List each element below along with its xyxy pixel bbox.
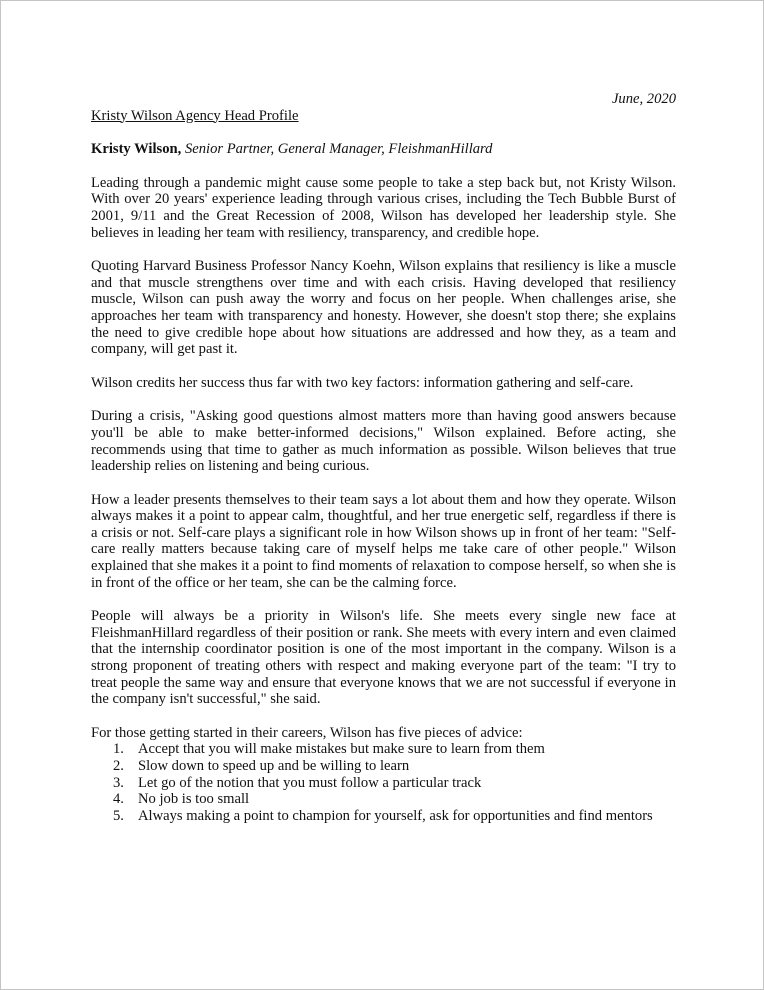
list-item-number: 5. <box>113 807 124 824</box>
paragraph: Wilson credits her success thus far with two key factors: information gathering and self-care. <box>91 374 634 391</box>
list-item-number: 4. <box>113 791 124 808</box>
list-item-text: No job is too small <box>138 791 250 808</box>
paragraph: During a crisis, "Asking good questions almost matters more than having good answers because you'll be able to make better-informed decisions," Wilson explained. Before acting, she recommends using that time to gather as much information as possible. Wilson believes that true leadership relies on listening and being curious. <box>91 408 676 475</box>
list-item-number: 3. <box>113 774 124 791</box>
document-date: June, 2020 <box>611 91 676 107</box>
paragraph: How a leader presents themselves to their team says a lot about them and how they operate. Wilson always makes it a point to appear calm, thoughtful, and her true energetic self, regardless if there is a crisis or not. Self-care plays a significant role in how Wilson shows up in front of her team: "Self-care really matters because taking care of myself helps me take care of other people." Wilson explained that she makes it a point to find moments of relaxation to compose herself, so when she is in front of the office or her team, she can be the calming force. <box>91 491 676 591</box>
list-item <box>91 791 676 808</box>
paragraph: Leading through a pandemic might cause some people to take a step back but, not Kristy Wilson. With over 20 years' experience leading through various crises, including the Tech Bubble Burst of 2001, 9/11 and the Great Recession of 2008, Wilson has developed her leadership style. She believes in leading her team with resiliency, transparency, and credible hope. <box>91 174 676 241</box>
list-item <box>91 808 676 825</box>
list-item <box>91 758 676 775</box>
list-item <box>91 741 676 758</box>
list-item-text: Always making a point to champion for yourself, ask for opportunities and find mentors <box>138 807 653 824</box>
list-item <box>91 775 676 792</box>
byline <box>91 141 676 158</box>
advice-intro: For those getting started in their careers, Wilson has five pieces of advice: <box>91 724 523 741</box>
paragraph: People will always be a priority in Wilson's life. She meets every single new face at FleishmanHillard regardless of their position or rank. She meets with every intern and even claimed that the internship coordinator position is one of the most important in the company. Wilson is a strong proponent of treating others with respect and making everyone part of the team: "I try to treat people the same way and ensure that everyone knows that we are not successful if everyone in the company isn't successful," she said. <box>91 608 676 708</box>
list-item-number: 1. <box>113 741 124 758</box>
byline-role: Senior Partner, General Manager, FleishmanHillard <box>184 141 493 158</box>
byline-name: Kristy Wilson, <box>91 141 182 158</box>
document-body <box>91 89 676 824</box>
list-item-text: Let go of the notion that you must follow a particular track <box>138 774 482 791</box>
list-item-number: 2. <box>113 758 124 774</box>
list-item-text: Slow down to speed up and be willing to learn <box>138 758 410 774</box>
document-title: Kristy Wilson Agency Head Profile <box>91 107 299 124</box>
list-item-text: Accept that you will make mistakes but make sure to learn from them <box>138 741 545 758</box>
advice-list <box>91 741 676 824</box>
paragraph: Quoting Harvard Business Professor Nancy Koehn, Wilson explains that resiliency is like a muscle and that muscle strengthens over time and with each crisis. Having developed that resiliency muscle, Wilson can push away the worry and focus on her people. When challenges arise, she approaches her team with transparency and honesty. However, she doesn't stop there; she explains the need to give credible hope about how situations are addressed and how they, as a team and company, will get past it. <box>91 258 676 358</box>
